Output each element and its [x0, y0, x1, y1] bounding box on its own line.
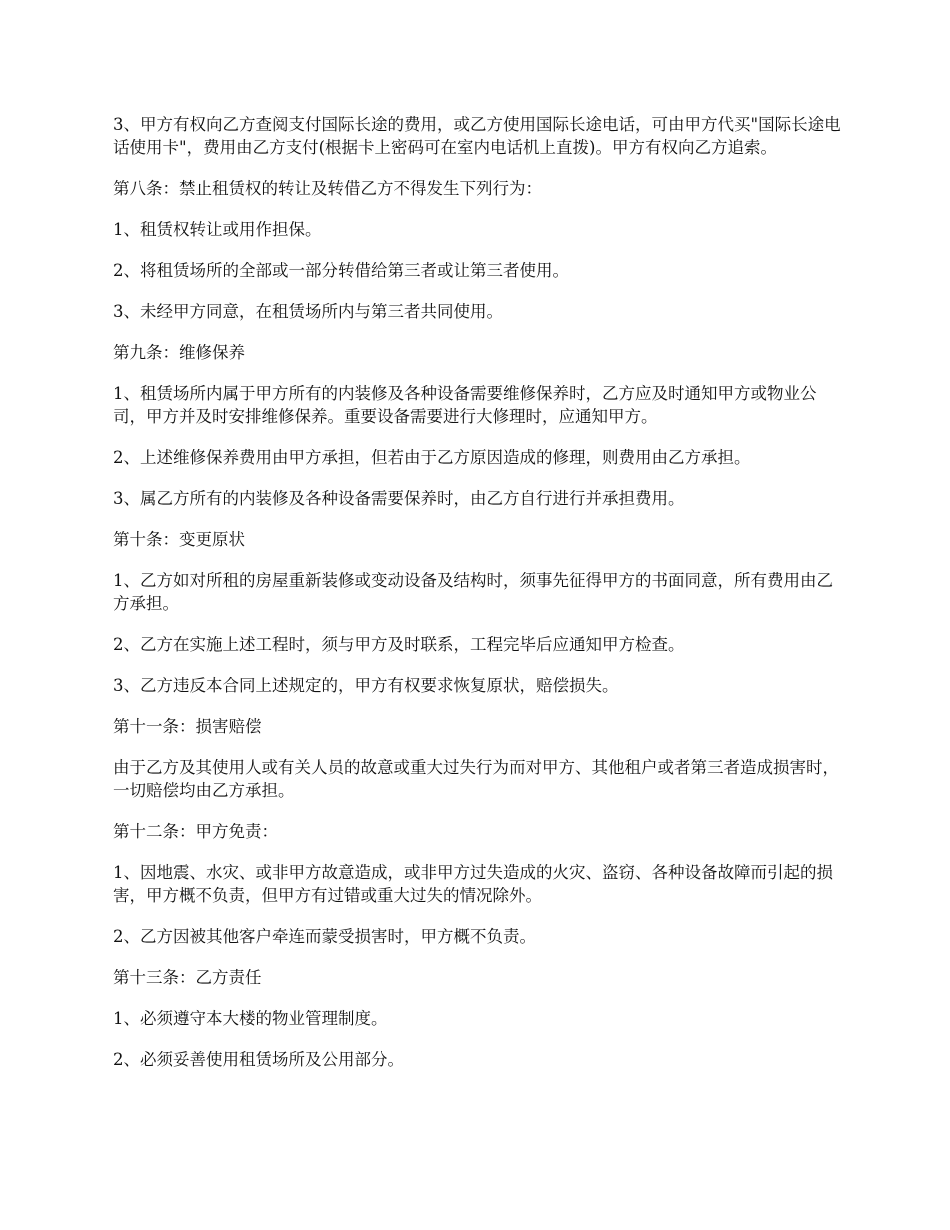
- paragraph-article8-item2: 2、将租赁场所的全部或一部分转借给第三者或让第三者使用。: [113, 261, 569, 280]
- heading-article-11: 第十一条：损害赔偿: [113, 717, 262, 736]
- paragraph-article8-item3: 3、未经甲方同意，在租赁场所内与第三者共同使用。: [113, 302, 503, 321]
- paragraph-article12-item1: 1、因地震、水灾、或非甲方故意造成，或非甲方过失造成的火灾、盗窃、各种设备故障而引起的损害，甲方概不负责，但甲方有过错或重大过失的情况除外。: [113, 863, 833, 905]
- document-page: [113, 113, 841, 1089]
- paragraph-article9-item1: 1、租赁场所内属于甲方所有的内装修及各种设备需要维修保养时，乙方应及时通知甲方或物业公司，甲方并及时安排维修保养。重要设备需要进行大修理时，应通知甲方。: [113, 384, 817, 426]
- paragraph-article10-item1: 1、乙方如对所租的房屋重新装修或变动设备及结构时，须事先征得甲方的书面同意，所有费用由乙方承担。: [113, 571, 833, 613]
- paragraph-article13-item2: 2、必须妥善使用租赁场所及公用部分。: [113, 1050, 404, 1069]
- heading-article-10: 第十条：变更原状: [113, 530, 245, 549]
- heading-article-8: 第八条：禁止租赁权的转让及转借乙方不得发生下列行为：: [113, 179, 542, 198]
- paragraph-article10-item2: 2、乙方在实施上述工程时，须与甲方及时联系，工程完毕后应通知甲方检查。: [113, 635, 685, 654]
- paragraph-clause7-item3: 3、甲方有权向乙方查阅支付国际长途的费用，或乙方使用国际长途电话，可由甲方代买"国际长途电话使用卡"，费用由乙方支付(根据卡上密码可在室内电话机上直拨)。甲方有权向乙方追索。: [113, 115, 841, 157]
- paragraph-article10-item3: 3、乙方违反本合同上述规定的，甲方有权要求恢复原状，赔偿损失。: [113, 676, 619, 695]
- paragraph-article9-item2: 2、上述维修保养费用由甲方承担，但若由于乙方原因造成的修理，则费用由乙方承担。: [113, 448, 751, 467]
- paragraph-article9-item3: 3、属乙方所有的内装修及各种设备需要保养时，由乙方自行进行并承担费用。: [113, 489, 685, 508]
- paragraph-article12-item2: 2、乙方因被其他客户牵连而蒙受损害时，甲方概不负责。: [113, 927, 536, 946]
- heading-article-12: 第十二条：甲方免责：: [113, 822, 278, 841]
- heading-article-13: 第十三条：乙方责任: [113, 968, 262, 987]
- paragraph-article8-item1: 1、租赁权转让或用作担保。: [113, 220, 322, 239]
- paragraph-article11-body: 由于乙方及其使用人或有关人员的故意或重大过失行为而对甲方、其他租户或者第三者造成损害时，一切赔偿均由乙方承担。: [113, 758, 839, 800]
- heading-article-9: 第九条：维修保养: [113, 343, 245, 362]
- paragraph-article13-item1: 1、必须遵守本大楼的物业管理制度。: [113, 1009, 388, 1028]
